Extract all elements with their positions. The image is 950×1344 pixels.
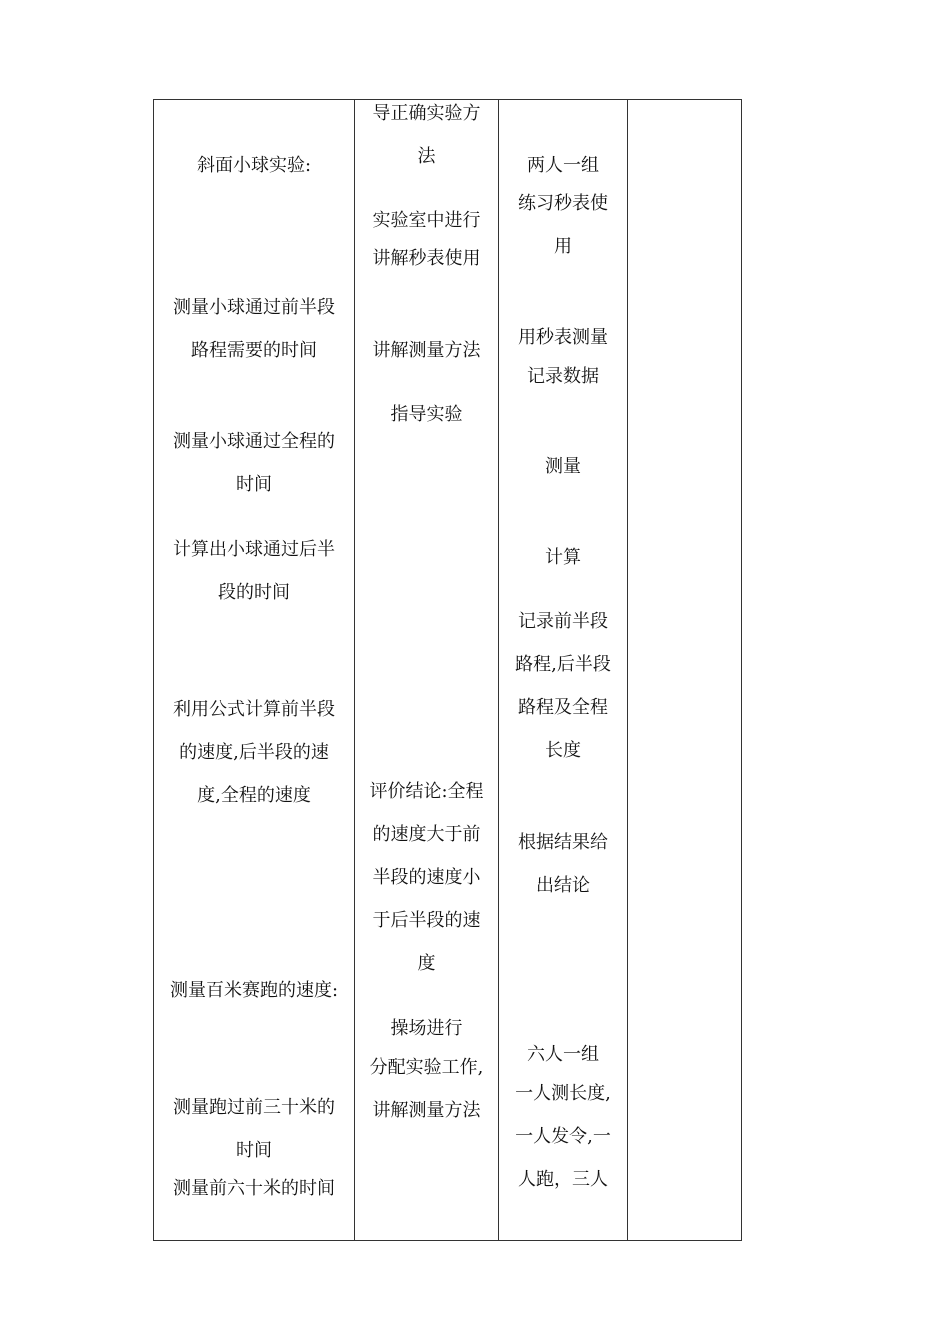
teacher-line: 实验室中进行: [372, 210, 481, 231]
content-line: 测量小球通过前半段: [173, 297, 335, 318]
teacher-line: 度: [417, 953, 436, 974]
section-heading: 斜面小球实验:: [196, 155, 312, 176]
teacher-line: 法: [417, 146, 436, 167]
student-line: 记录前半段: [518, 611, 608, 632]
content-line: 计算出小球通过后半: [173, 539, 335, 560]
teacher-line: 导正确实验方: [372, 103, 481, 124]
teacher-line: 的速度大于前: [372, 824, 481, 845]
content-line: 的速度,后半段的速: [179, 742, 329, 763]
student-line: 一人发令,一: [515, 1126, 611, 1147]
teacher-line: 讲解秒表使用: [372, 248, 481, 269]
student-line: 路程及全程: [518, 697, 608, 718]
student-line: 用: [554, 236, 572, 257]
content-line: 测量前六十米的时间: [173, 1178, 335, 1199]
content-line: 度,全程的速度: [197, 785, 311, 806]
student-line: 根据结果给: [518, 832, 608, 853]
teacher-line: 指导实验: [390, 404, 463, 425]
teacher-line: 于后半段的速: [372, 910, 481, 931]
section-heading: 测量百米赛跑的速度:: [169, 980, 339, 1001]
lesson-plan-table: [153, 99, 742, 1241]
content-line: 路程需要的时间: [191, 340, 317, 361]
content-line: 时间: [236, 1140, 272, 1161]
student-line: 练习秒表使: [518, 193, 608, 214]
teacher-line: 评价结论:全程: [369, 781, 484, 802]
teacher-line: 讲解测量方法: [372, 1100, 481, 1121]
content-line: 段的时间: [218, 582, 290, 603]
teacher-line: 分配实验工作,: [369, 1057, 484, 1078]
teacher-line: 操场进行: [390, 1018, 463, 1039]
content-line: 利用公式计算前半段: [173, 699, 335, 720]
student-line: 用秒表测量: [518, 327, 608, 348]
student-line: 出结论: [536, 875, 590, 896]
content-line: 测量小球通过全程的: [173, 431, 335, 452]
column-divider: [627, 100, 628, 1240]
student-line: 路程,后半段: [515, 654, 611, 675]
content-line: 时间: [236, 474, 272, 495]
student-line: 一人测长度,: [515, 1083, 611, 1104]
student-line: 人跑，三人: [518, 1169, 608, 1190]
teacher-line: 讲解测量方法: [372, 340, 481, 361]
student-line: 测量: [545, 456, 581, 477]
student-line: 两人一组: [527, 155, 599, 176]
teacher-line: 半段的速度小: [372, 867, 481, 888]
student-line: 计算: [545, 547, 581, 568]
student-line: 六人一组: [527, 1044, 599, 1065]
student-line: 长度: [545, 740, 581, 761]
content-line: 测量跑过前三十米的: [173, 1097, 335, 1118]
student-line: 记录数据: [527, 366, 599, 387]
